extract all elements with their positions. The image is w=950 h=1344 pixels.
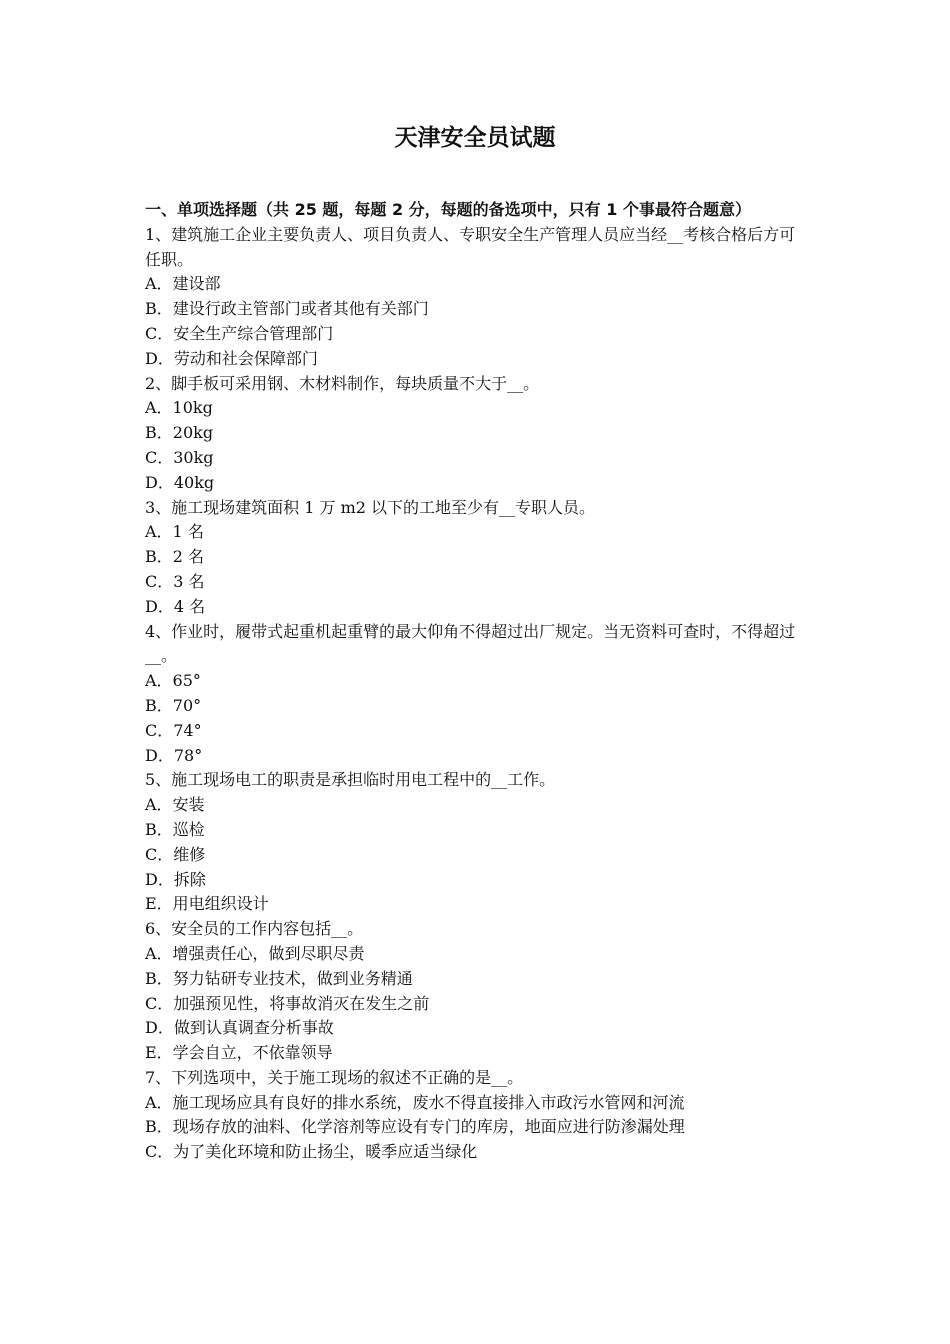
document-body: [145, 198, 810, 1165]
document-title: 天津安全员试题: [394, 124, 556, 151]
option-c: C．3 名: [145, 571, 205, 591]
question-stem: 3、施工现场建筑面积 1 万 m2 以下的工地至少有__专职人员。: [145, 497, 596, 517]
option-e: E．用电组织设计: [145, 894, 269, 914]
option-d: D．劳动和社会保障部门: [145, 348, 318, 368]
option-b: B．20kg: [145, 423, 214, 443]
option-a: A．建设部: [145, 274, 221, 294]
option-b: B．努力钻研专业技术，做到业务精通: [145, 968, 413, 988]
question-stem: 4、作业时，履带式起重机起重臂的最大仰角不得超过出厂规定。当无资料可查时，不得超过__。: [145, 621, 796, 666]
option-a: A．安装: [145, 795, 205, 815]
option-c: C．74°: [145, 720, 202, 740]
question-5: [145, 768, 810, 917]
question-stem: 5、施工现场电工的职责是承担临时用电工程中的__工作。: [145, 770, 556, 790]
option-a: A．施工现场应具有良好的排水系统，废水不得直接排入市政污水管网和河流: [145, 1092, 685, 1112]
option-c: C．维修: [145, 844, 206, 864]
option-d: D．40kg: [145, 472, 215, 492]
question-4: [145, 620, 810, 769]
option-c: C．为了美化环境和防止扬尘，暖季应适当绿化: [145, 1142, 478, 1162]
option-d: D．做到认真调查分析事故: [145, 1018, 334, 1038]
option-a: A．1 名: [145, 522, 204, 542]
option-b: B．巡检: [145, 819, 205, 839]
option-b: B．建设行政主管部门或者其他有关部门: [145, 299, 429, 319]
option-c: C．加强预见性，将事故消灭在发生之前: [145, 993, 430, 1013]
option-b: B．2 名: [145, 547, 205, 567]
option-b: B．现场存放的油料、化学溶剂等应设有专门的库房，地面应进行防渗漏处理: [145, 1117, 685, 1137]
option-c: C．30kg: [145, 447, 214, 467]
question-stem: 7、下列选项中，关于施工现场的叙述不正确的是__。: [145, 1067, 524, 1087]
option-e: E．学会自立，不依靠领导: [145, 1043, 333, 1063]
question-stem: 6、安全员的工作内容包括__。: [145, 919, 364, 939]
question-7: [145, 1066, 810, 1165]
option-d: D．78°: [145, 745, 203, 765]
option-d: D．拆除: [145, 869, 206, 889]
question-stem: 2、脚手板可采用钢、木材料制作，每块质量不大于__。: [145, 373, 540, 393]
option-a: A．10kg: [145, 398, 213, 418]
option-c: C．安全生产综合管理部门: [145, 323, 334, 343]
question-6: [145, 917, 810, 1066]
option-d: D．4 名: [145, 596, 206, 616]
option-a: A．增强责任心，做到尽职尽责: [145, 943, 365, 963]
question-1: [145, 223, 810, 372]
question-3: [145, 496, 810, 620]
option-a: A．65°: [145, 671, 201, 691]
question-2: [145, 372, 810, 496]
section-heading: 一、单项选择题（共 25 题，每题 2 分，每题的备选项中，只有 1 个事最符合题意）: [145, 200, 751, 219]
option-b: B．70°: [145, 695, 202, 715]
question-stem: 1、建筑施工企业主要负责人、项目负责人、专职安全生产管理人员应当经__考核合格后方可任职。: [145, 224, 796, 269]
